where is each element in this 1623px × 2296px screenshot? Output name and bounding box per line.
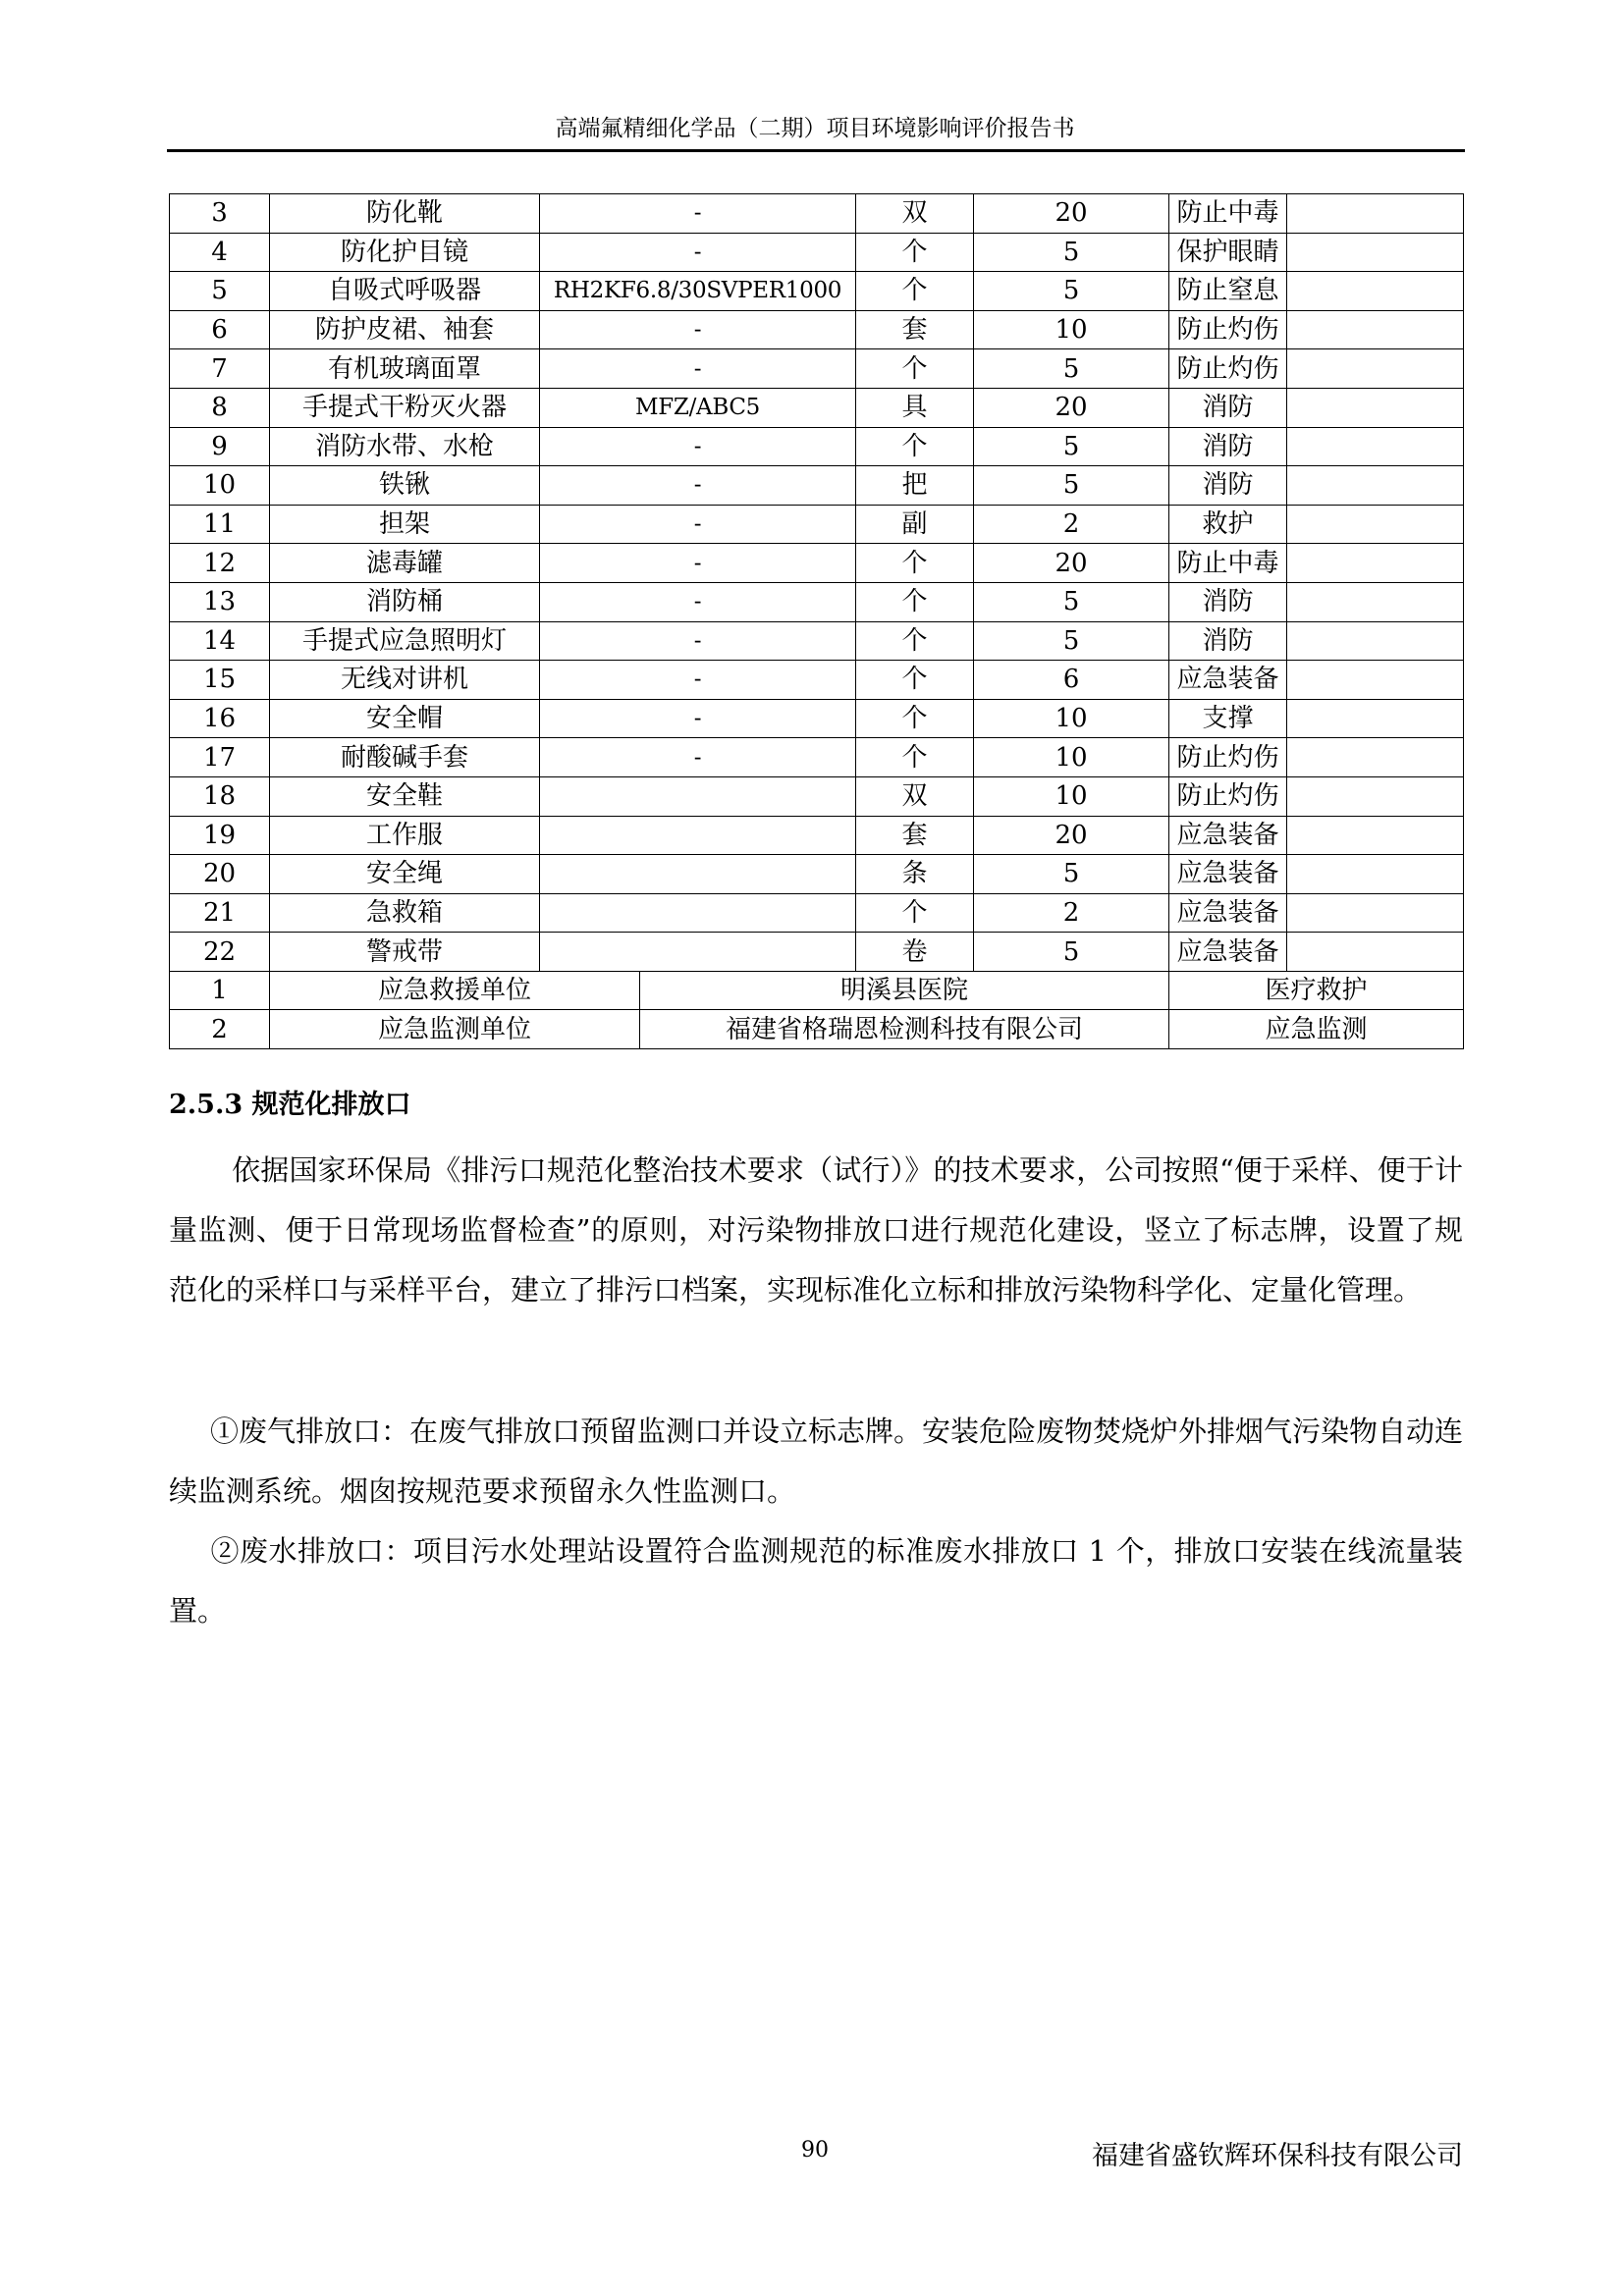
cell-remark <box>1287 349 1464 389</box>
cell-name: 手提式干粉灭火器 <box>270 388 540 427</box>
cell-model: - <box>540 466 856 506</box>
cell-model: MFZ/ABC5 <box>540 388 856 427</box>
table-row <box>170 466 1464 506</box>
cell-model: - <box>540 427 856 466</box>
cell-no: 12 <box>170 544 270 583</box>
cell-purpose: 防止中毒 <box>1169 194 1287 234</box>
paragraph-1 <box>169 1141 1463 1320</box>
cell-qty: 5 <box>974 933 1169 972</box>
cell-no: 1 <box>170 971 270 1010</box>
table-row <box>170 427 1464 466</box>
cell-org: 明溪县医院 <box>640 971 1169 1010</box>
cell-model: - <box>540 194 856 234</box>
cell-name: 工作服 <box>270 816 540 855</box>
paragraph-2 <box>169 1402 1463 1522</box>
section-title: 2.5.3 规范化排放口 <box>169 1090 411 1120</box>
cell-qty: 5 <box>974 272 1169 311</box>
cell-remark <box>1287 194 1464 234</box>
cell-purpose: 救护 <box>1169 505 1287 544</box>
cell-model: - <box>540 544 856 583</box>
cell-no: 6 <box>170 310 270 349</box>
cell-unit: 个 <box>856 738 974 777</box>
cell-model <box>540 893 856 933</box>
cell-remark <box>1287 427 1464 466</box>
cell-remark <box>1287 699 1464 738</box>
cell-remark <box>1287 661 1464 700</box>
table-row <box>170 776 1464 816</box>
cell-purpose: 消防 <box>1169 466 1287 506</box>
cell-name: 急救箱 <box>270 893 540 933</box>
cell-no: 20 <box>170 855 270 894</box>
cell-name: 防护皮裙、袖套 <box>270 310 540 349</box>
table-row <box>170 310 1464 349</box>
cell-remark <box>1287 272 1464 311</box>
cell-no: 18 <box>170 776 270 816</box>
cell-name: 有机玻璃面罩 <box>270 349 540 389</box>
cell-remark <box>1287 310 1464 349</box>
cell-no: 17 <box>170 738 270 777</box>
cell-remark <box>1287 233 1464 272</box>
cell-org: 福建省格瑞恩检测科技有限公司 <box>640 1010 1169 1049</box>
cell-purpose: 防止灼伤 <box>1169 738 1287 777</box>
cell-name: 安全绳 <box>270 855 540 894</box>
cell-unit: 套 <box>856 310 974 349</box>
cell-no: 21 <box>170 893 270 933</box>
cell-qty: 10 <box>974 776 1169 816</box>
cell-unit: 个 <box>856 544 974 583</box>
cell-name: 耐酸碱手套 <box>270 738 540 777</box>
cell-name: 担架 <box>270 505 540 544</box>
cell-qty: 5 <box>974 582 1169 621</box>
cell-purpose: 应急装备 <box>1169 893 1287 933</box>
cell-no: 5 <box>170 272 270 311</box>
cell-unit: 个 <box>856 661 974 700</box>
cell-model: - <box>540 661 856 700</box>
cell-name: 安全帽 <box>270 699 540 738</box>
table-row <box>170 194 1464 234</box>
cell-unit: 条 <box>856 855 974 894</box>
cell-no: 8 <box>170 388 270 427</box>
cell-unit-type: 应急救援单位 <box>270 971 640 1010</box>
table-row <box>170 893 1464 933</box>
cell-qty: 5 <box>974 466 1169 506</box>
paragraph-3-text: ②废水排放口：项目污水处理站设置符合监测规范的标准废水排放口 1 个，排放口安装在线流量装置。 <box>169 1534 1463 1628</box>
table-row <box>170 621 1464 661</box>
cell-name: 防化靴 <box>270 194 540 234</box>
table-row <box>170 1010 1464 1049</box>
cell-name: 消防水带、水枪 <box>270 427 540 466</box>
table-row <box>170 233 1464 272</box>
cell-unit: 个 <box>856 699 974 738</box>
table-row <box>170 933 1464 972</box>
cell-qty: 6 <box>974 661 1169 700</box>
cell-no: 16 <box>170 699 270 738</box>
cell-unit: 个 <box>856 621 974 661</box>
cell-name: 消防桶 <box>270 582 540 621</box>
cell-unit: 个 <box>856 582 974 621</box>
cell-unit: 双 <box>856 194 974 234</box>
cell-remark <box>1287 544 1464 583</box>
cell-unit: 副 <box>856 505 974 544</box>
paragraph-3 <box>169 1522 1463 1641</box>
cell-name: 滤毒罐 <box>270 544 540 583</box>
cell-model: - <box>540 621 856 661</box>
cell-name: 警戒带 <box>270 933 540 972</box>
cell-remark <box>1287 933 1464 972</box>
cell-unit: 具 <box>856 388 974 427</box>
cell-model: - <box>540 582 856 621</box>
cell-purpose: 防止灼伤 <box>1169 310 1287 349</box>
cell-model: RH2KF6.8/30SVPER1000 <box>540 272 856 311</box>
cell-purpose: 支撑 <box>1169 699 1287 738</box>
cell-unit: 卷 <box>856 933 974 972</box>
cell-purpose: 保护眼睛 <box>1169 233 1287 272</box>
paragraph-1-text: 依据国家环保局《排污口规范化整治技术要求（试行）》的技术要求，公司按照“便于采样、便于计量监测、便于日常现场监督检查”的原则，对污染物排放口进行规范化建设，竖立了标志牌，设置了规范化的采样口与采样平台，建立了排污口档案，实现标准化立标和排放污染物科学化、定量化管理。 <box>169 1153 1463 1307</box>
cell-no: 13 <box>170 582 270 621</box>
cell-remark <box>1287 816 1464 855</box>
cell-model: - <box>540 349 856 389</box>
table-row <box>170 738 1464 777</box>
cell-remark <box>1287 621 1464 661</box>
cell-purpose: 防止中毒 <box>1169 544 1287 583</box>
cell-unit: 个 <box>856 233 974 272</box>
cell-remark <box>1287 505 1464 544</box>
cell-qty: 20 <box>974 194 1169 234</box>
cell-qty: 2 <box>974 505 1169 544</box>
page-number: 90 <box>801 2138 829 2163</box>
cell-model <box>540 776 856 816</box>
cell-remark <box>1287 388 1464 427</box>
table-row <box>170 855 1464 894</box>
cell-purpose: 防止窒息 <box>1169 272 1287 311</box>
cell-no: 10 <box>170 466 270 506</box>
cell-name: 手提式应急照明灯 <box>270 621 540 661</box>
cell-remark <box>1287 893 1464 933</box>
footer-company: 福建省盛钦辉环保科技有限公司 <box>1092 2141 1463 2171</box>
cell-unit: 个 <box>856 272 974 311</box>
cell-no: 9 <box>170 427 270 466</box>
cell-qty: 2 <box>974 893 1169 933</box>
table-row <box>170 544 1464 583</box>
cell-name: 防化护目镜 <box>270 233 540 272</box>
cell-no: 22 <box>170 933 270 972</box>
table-row <box>170 349 1464 389</box>
cell-role: 医疗救护 <box>1169 971 1464 1010</box>
cell-name: 自吸式呼吸器 <box>270 272 540 311</box>
cell-qty: 5 <box>974 427 1169 466</box>
cell-unit: 把 <box>856 466 974 506</box>
cell-model: - <box>540 310 856 349</box>
cell-purpose: 防止灼伤 <box>1169 776 1287 816</box>
cell-no: 4 <box>170 233 270 272</box>
cell-no: 7 <box>170 349 270 389</box>
cell-remark <box>1287 738 1464 777</box>
cell-role: 应急监测 <box>1169 1010 1464 1049</box>
cell-no: 14 <box>170 621 270 661</box>
cell-remark <box>1287 855 1464 894</box>
cell-no: 3 <box>170 194 270 234</box>
cell-purpose: 应急装备 <box>1169 933 1287 972</box>
cell-remark <box>1287 582 1464 621</box>
cell-model: - <box>540 233 856 272</box>
cell-qty: 5 <box>974 855 1169 894</box>
table-row <box>170 661 1464 700</box>
cell-unit: 个 <box>856 893 974 933</box>
cell-qty: 10 <box>974 738 1169 777</box>
cell-unit: 个 <box>856 427 974 466</box>
cell-model <box>540 855 856 894</box>
cell-name: 安全鞋 <box>270 776 540 816</box>
cell-qty: 5 <box>974 349 1169 389</box>
table-row <box>170 582 1464 621</box>
cell-unit: 双 <box>856 776 974 816</box>
cell-name: 无线对讲机 <box>270 661 540 700</box>
cell-qty: 20 <box>974 816 1169 855</box>
cell-purpose: 防止灼伤 <box>1169 349 1287 389</box>
cell-purpose: 应急装备 <box>1169 661 1287 700</box>
cell-qty: 5 <box>974 233 1169 272</box>
emergency-equipment-table <box>169 193 1464 1049</box>
cell-unit: 套 <box>856 816 974 855</box>
table-row <box>170 272 1464 311</box>
cell-qty: 20 <box>974 388 1169 427</box>
cell-qty: 10 <box>974 699 1169 738</box>
cell-no: 2 <box>170 1010 270 1049</box>
cell-unit-type: 应急监测单位 <box>270 1010 640 1049</box>
cell-unit: 个 <box>856 349 974 389</box>
table-row <box>170 699 1464 738</box>
cell-remark <box>1287 776 1464 816</box>
cell-purpose: 应急装备 <box>1169 855 1287 894</box>
cell-purpose: 消防 <box>1169 621 1287 661</box>
table-row <box>170 816 1464 855</box>
cell-no: 15 <box>170 661 270 700</box>
paragraph-2-text: ①废气排放口：在废气排放口预留监测口并设立标志牌。安装危险废物焚烧炉外排烟气污染物自动连续监测系统。烟囱按规范要求预留永久性监测口。 <box>169 1415 1464 1508</box>
cell-qty: 5 <box>974 621 1169 661</box>
table-row <box>170 388 1464 427</box>
cell-qty: 20 <box>974 544 1169 583</box>
cell-model <box>540 816 856 855</box>
cell-purpose: 消防 <box>1169 427 1287 466</box>
cell-qty: 10 <box>974 310 1169 349</box>
cell-no: 11 <box>170 505 270 544</box>
cell-purpose: 应急装备 <box>1169 816 1287 855</box>
cell-model: - <box>540 505 856 544</box>
cell-model: - <box>540 738 856 777</box>
cell-remark <box>1287 466 1464 506</box>
cell-purpose: 消防 <box>1169 582 1287 621</box>
table-row <box>170 971 1464 1010</box>
cell-no: 19 <box>170 816 270 855</box>
cell-purpose: 消防 <box>1169 388 1287 427</box>
table-row <box>170 505 1464 544</box>
cell-model <box>540 933 856 972</box>
cell-name: 铁锹 <box>270 466 540 506</box>
running-header: 高端氟精细化学品（二期）项目环境影响评价报告书 <box>555 116 1075 141</box>
header-rule <box>167 149 1465 152</box>
cell-model: - <box>540 699 856 738</box>
